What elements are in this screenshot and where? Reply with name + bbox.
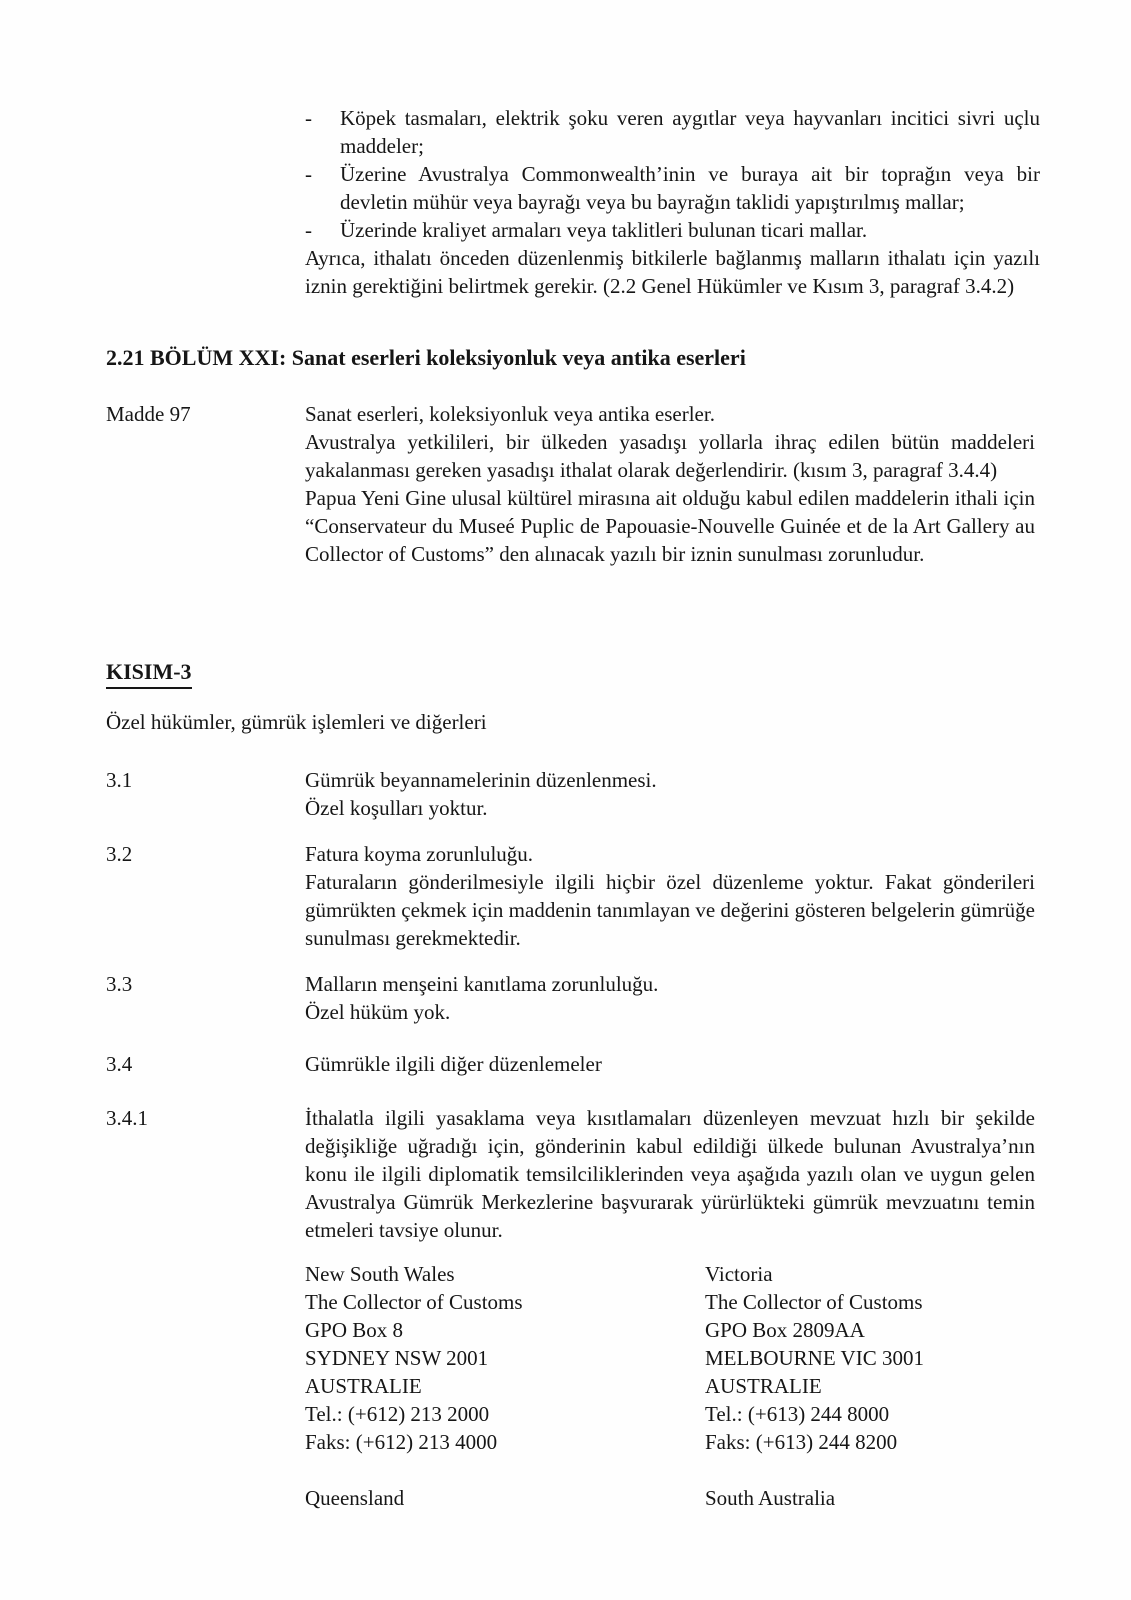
address-line: The Collector of Customs xyxy=(705,1290,923,1314)
list-item xyxy=(305,104,1040,160)
article-paragraph: Avustralya yetkilileri, bir ülkeden yasadışı yollarla ihraç edilen bütün maddeleri yakalanması gereken yasadışı ithalat olarak değerlendirir. (kısım 3, paragraf 3.4.4) xyxy=(305,430,1035,482)
item-content xyxy=(305,766,1035,822)
item-content xyxy=(305,1050,1035,1078)
address-column-nsw xyxy=(305,1260,705,1512)
item-paragraph: Özel koşulları yoktur. xyxy=(305,796,488,820)
kisim-heading-text: KISIM-3 xyxy=(106,658,192,689)
item-paragraph: Malların menşeini kanıtlama zorunluluğu. xyxy=(305,972,659,996)
item-content xyxy=(305,840,1035,952)
list-item-text: Üzerine Avustralya Commonwealth’inin ve buraya ait bir toprağın veya bir devletin mühür veya bayrağı veya bu bayrağın taklidi yapıştırılmış mallar; xyxy=(340,162,1040,214)
kisim-subtitle: Özel hükümler, gümrük işlemleri ve diğerleri xyxy=(106,710,487,734)
address-line: Tel.: (+613) 244 8000 xyxy=(705,1402,890,1426)
address-line: New South Wales xyxy=(305,1262,455,1286)
item-paragraph: Faturaların gönderilmesiyle ilgili hiçbir özel düzenleme yoktur. Fakat gönderileri gümrükten çekmek için maddenin tanımlayan ve değerini gösteren belgelerin gümrüğe sunulması gerekmektedir. xyxy=(305,870,1035,950)
list-item-text: Köpek tasmaları, elektrik şoku veren aygıtlar veya hayvanları incitici sivri uçlu maddeler; xyxy=(340,106,1040,158)
item-number: 3.3 xyxy=(106,972,133,996)
article-row xyxy=(106,400,1035,568)
item-paragraph: İthalatla ilgili yasaklama veya kısıtlamaları düzenleyen mevzuat hızlı bir şekilde değişikliğe uğradığı için, gönderinin kabul edildiği ülkede bulunan Avustralya’nın konu ile ilgili diplomatik temsilciliklerinden veya aşağıda yazılı olan ve uygun gelen Avustralya Gümrük Merkezlerine başvurarak yürürlükteki gümrük mevzuatını temin etmeleri tavsiye olunur. xyxy=(305,1106,1035,1242)
item-paragraph: Gümrükle ilgili diğer düzenlemeler xyxy=(305,1052,602,1076)
address-line: GPO Box 2809AA xyxy=(705,1318,865,1342)
next-region-name: South Australia xyxy=(705,1486,836,1510)
article-paragraph: Sanat eserleri, koleksiyonluk veya antika eserler. xyxy=(305,402,715,426)
article-content xyxy=(305,400,1035,568)
list-item xyxy=(305,160,1040,216)
address-line: The Collector of Customs xyxy=(305,1290,523,1314)
kisim-item-row xyxy=(106,970,1035,1026)
next-region-name: Queensland xyxy=(305,1486,405,1510)
note-paragraph: Ayrıca, ithalatı önceden düzenlenmiş bitkilerle bağlanmış malların ithalatı için yazılı iznin gerektiğini belirtmek gerekir. (2.2 Genel Hükümler ve Kısım 3, paragraf 3.4.2) xyxy=(305,246,1040,298)
address-line: Tel.: (+612) 213 2000 xyxy=(305,1402,490,1426)
kisim-item-row xyxy=(106,1104,1035,1244)
address-line: SYDNEY NSW 2001 xyxy=(305,1346,489,1370)
item-content xyxy=(305,970,1035,1026)
item-paragraph: Fatura koyma zorunluluğu. xyxy=(305,842,534,866)
address-line: AUSTRALIE xyxy=(705,1374,822,1398)
address-line: Faks: (+613) 244 8200 xyxy=(705,1430,898,1454)
item-number: 3.4.1 xyxy=(106,1106,148,1130)
list-item xyxy=(305,216,1040,244)
bullet-dash: - xyxy=(305,218,312,242)
bullet-dash: - xyxy=(305,106,312,130)
kisim-heading xyxy=(106,658,192,689)
list-item-text: Üzerinde kraliyet armaları veya taklitleri bulunan ticari mallar. xyxy=(340,218,868,242)
item-number: 3.2 xyxy=(106,842,133,866)
item-content xyxy=(305,1104,1035,1244)
kisim-item-row xyxy=(106,766,1035,822)
address-line: GPO Box 8 xyxy=(305,1318,404,1342)
item-number: 3.1 xyxy=(106,768,133,792)
item-paragraph: Özel hüküm yok. xyxy=(305,1000,451,1024)
spacer xyxy=(305,1456,705,1484)
item-paragraph: Gümrük beyannamelerinin düzenlenmesi. xyxy=(305,768,657,792)
article-paragraph: Papua Yeni Gine ulusal kültürel mirasına ait olduğu kabul edilen maddelerin ithali için “Conservateur du Museé Puplic de Papouasie-Nouvelle Guinée et de la Art Gallery au Collector of Customs” den alınacak yazılı bir iznin sunulması zorunludur. xyxy=(305,486,1035,566)
address-line: Victoria xyxy=(705,1262,773,1286)
section-heading: 2.21 BÖLÜM XXI: Sanat eserleri koleksiyonluk veya antika eserleri xyxy=(106,345,746,370)
address-line: Faks: (+612) 213 4000 xyxy=(305,1430,498,1454)
address-line: AUSTRALIE xyxy=(305,1374,422,1398)
prohibited-items-list xyxy=(305,104,1040,300)
customs-addresses xyxy=(305,1260,1040,1512)
kisim-item-row xyxy=(106,1050,1035,1078)
address-column-victoria xyxy=(705,1260,1040,1512)
item-number: 3.4 xyxy=(106,1052,133,1076)
spacer xyxy=(705,1456,1040,1484)
article-label: Madde 97 xyxy=(106,402,191,426)
address-line: MELBOURNE VIC 3001 xyxy=(705,1346,924,1370)
bullet-dash: - xyxy=(305,162,312,186)
kisim-item-row xyxy=(106,840,1035,952)
